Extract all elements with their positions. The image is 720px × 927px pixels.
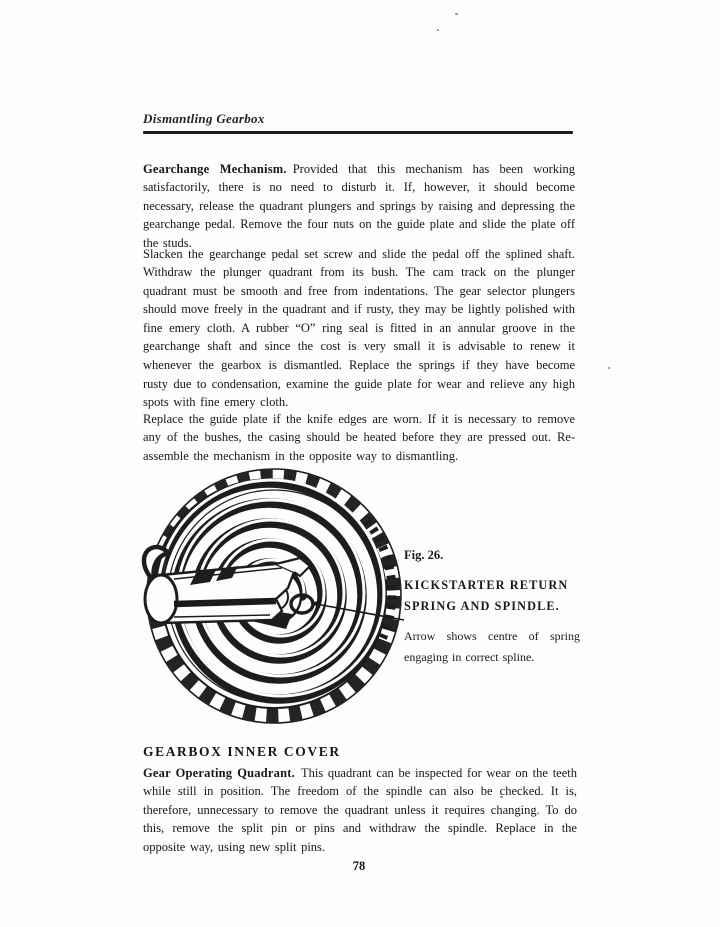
paragraph-slacken-pedal xyxy=(143,245,575,412)
paragraph-lead: Gearchange Mechanism. xyxy=(143,161,287,176)
paragraph-gear-operating-quadrant xyxy=(143,764,577,856)
running-header: Dismantling Gearbox xyxy=(143,111,265,126)
section-gearbox-inner-cover xyxy=(143,744,577,856)
paragraph-text: Provided that this mechanism has been working satisfactorily, there is no need to disturb it. If, however, it should become necessary, release the quadrant plungers and springs by raising and depressing the gearchange pedal. Remove the four nuts on the guide plate and slide the plate off the studs. xyxy=(143,161,575,250)
scan-speck xyxy=(455,13,458,15)
header-rule xyxy=(143,131,573,134)
figure-title-line1: KICKSTARTER RETURN xyxy=(404,578,569,592)
figure-title-line2: SPRING AND SPINDLE. xyxy=(404,599,560,613)
section-heading: GEARBOX INNER COVER xyxy=(143,744,341,759)
page-number: 78 xyxy=(352,859,366,873)
paragraph-text: Slacken the gearchange pedal set screw and slide the pedal off the splined shaft. Withdraw the plunger quadrant from its bush. The cam track on the plunger quadrant must be smooth and free from indentations. The gear selector plungers should move freely in the quadrant and if rusty, they may be lightly polished with fine emery cloth. A rubber “O” ring seal is fitted in an annular groove in the gearchange shaft and since the cost is very small it is advisable to renew it whenever the gearbox is dismantled. Replace the springs if they have become rusty due to condensation, examine the guide plate for wear and relieve any high spots with fine emery cloth. xyxy=(143,246,575,410)
paragraph-gearchange-mechanism xyxy=(143,160,575,253)
scan-speck xyxy=(437,29,439,31)
figure-label: Fig. 26. xyxy=(404,548,444,562)
paragraph-text: Replace the guide plate if the knife edges are worn. If it is necessary to remove any of the bushes, the casing should be heated before they are pressed out. Re-assemble the mechanism in the opposite way to dismantling. xyxy=(143,411,575,463)
paragraph-text: This quadrant can be inspected for wear on the teeth while still in position. The freedom of the spindle can also be checked. It is, therefore, unnecessary to remove the quadrant unless it requires changing. To do this, remove the split pin or pins and withdraw the spindle. Replace in the opposite way, using new split pins. xyxy=(143,766,577,854)
figure-caption xyxy=(404,548,580,667)
paragraph-lead: Gear Operating Quadrant. xyxy=(143,766,295,780)
scan-speck xyxy=(608,367,610,369)
figure-caption-text: Arrow shows centre of spring engaging in correct spline. xyxy=(404,629,580,664)
kickstarter-spring-illustration xyxy=(124,454,422,740)
